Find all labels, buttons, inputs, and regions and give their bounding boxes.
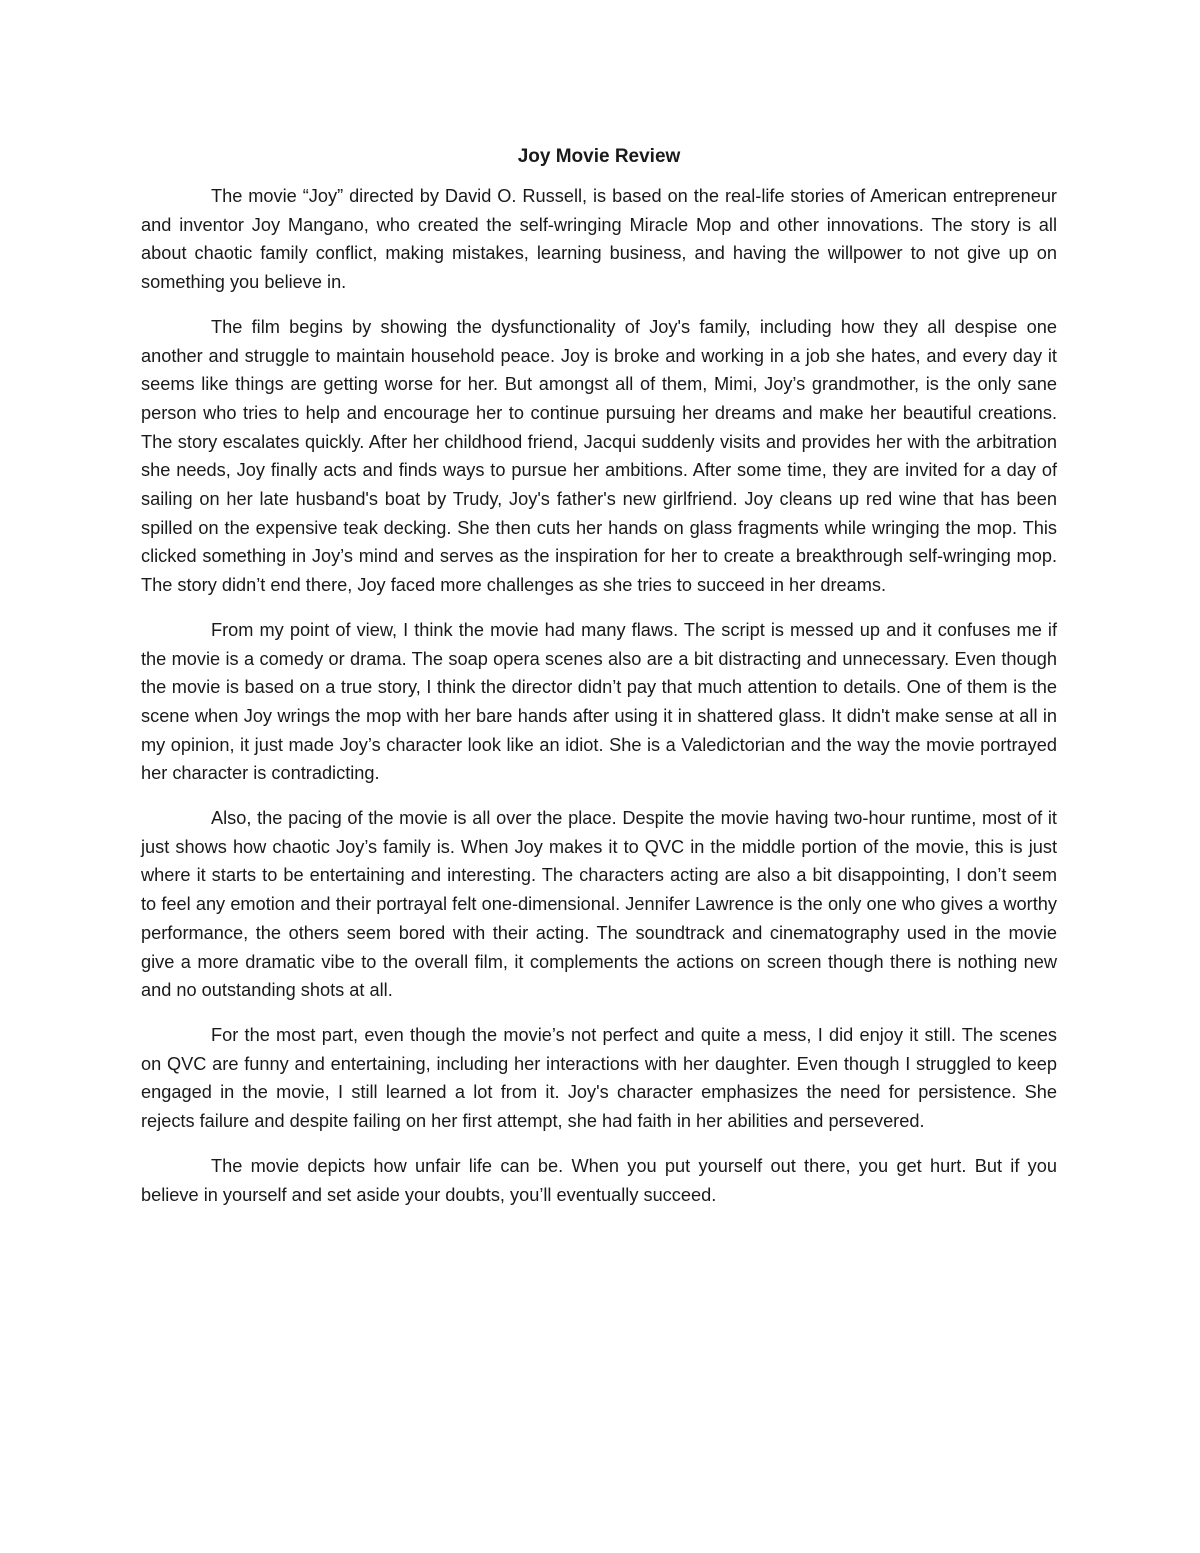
paragraph-1: The movie “Joy” directed by David O. Russell, is based on the real-life stories of American entrepreneur and inventor Joy Mangano, who created the self-wringing Miracle Mop and other innovations. The story is all about chaotic family conflict, making mistakes, learning business, and having the willpower to not give up on something you believe in. (141, 186, 1057, 293)
paragraph-4: Also, the pacing of the movie is all over the place. Despite the movie having two-hour runtime, most of it just shows how chaotic Joy’s family is. When Joy makes it to QVC in the middle portion of the movie, this is just where it starts to be entertaining and interesting. The characters acting are also a bit disappointing, I don’t seem to feel any emotion and their portrayal felt one-dimensional. Jennifer Lawrence is the only one who gives a worthy performance, the others seem bored with their acting. The soundtrack and cinematography used in the movie give a more dramatic vibe to the overall film, it complements the actions on screen though there is nothing new and no outstanding shots at all. (141, 808, 1057, 1001)
paragraph-5: For the most part, even though the movie’s not perfect and quite a mess, I did enjoy it still. The scenes on QVC are funny and entertaining, including her interactions with her daughter. Even though I struggled to keep engaged in the movie, I still learned a lot from it. Joy's character emphasizes the need for persistence. She rejects failure and despite failing on her first attempt, she had faith in her abilities and persevered. (141, 1024, 1057, 1132)
paragraph-2: The film begins by showing the dysfunctionality of Joy's family, including how they all despise one another and struggle to maintain household peace. Joy is broke and working in a job she hates, and every day it seems like things are getting worse for her. But amongst all of them, Mimi, Joy’s grandmother, is the only sane person who tries to help and encourage her to continue pursuing her dreams and make her beautiful creations. The story escalates quickly. After her childhood friend, Jacqui suddenly visits and provides her with the arbitration she needs, Joy finally acts and finds ways to pursue her ambitions. After some time, they are invited for a day of sailing on her late husband's boat by Trudy, Joy's father's new girlfriend. Joy cleans up red wine that has been spilled on the expensive teak decking. She then cuts her hands on glass fragments while wringing the mop. This clicked something in Joy’s mind and serves as the inspiration for her to create a breakthrough self-wringing mop. The story didn’t end there, Joy faced more challenges as she tries to succeed in her dreams. (141, 316, 1057, 596)
paragraph-3: From my point of view, I think the movie had many flaws. The script is messed up and it confuses me if the movie is a comedy or drama. The soap opera scenes also are a bit distracting and unnecessary. Even though the movie is based on a true story, I think the director didn’t pay that much attention to details. One of them is the scene when Joy wrings the mop with her bare hands after using it in shattered glass. It didn't make sense at all in my opinion, it just made Joy’s character look like an idiot. She is a Valedictorian and the way the movie portrayed her character is contradicting. (141, 619, 1057, 784)
document-title: Joy Movie Review (517, 146, 681, 167)
paragraph-6: The movie depicts how unfair life can be. When you put yourself out there, you get hurt. But if you believe in yourself and set aside your doubts, you’ll eventually succeed. (141, 1155, 1057, 1205)
document-body (141, 140, 1057, 1225)
